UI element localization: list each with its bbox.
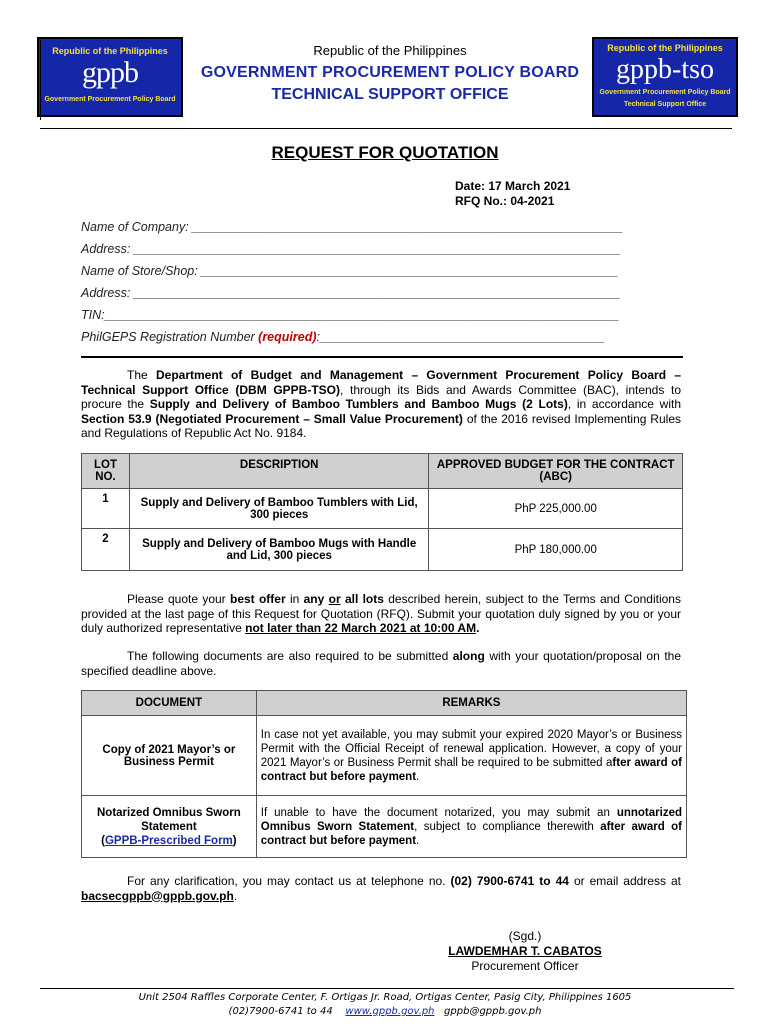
remarks-bold: fter award of contract but before payment (260, 756, 682, 783)
table-row (82, 489, 683, 529)
philgeps-label: PhilGEPS Registration Number (81, 330, 259, 344)
contact-phone: (02) 7900-6741 to 44 (450, 874, 569, 888)
quote-text: described herein, subject to the Terms and Conditions provided at the last page of this Request for Quotation (RFQ). Submit your quotation duly signed by you or your duly authorized representative (81, 592, 681, 635)
field-tin: TIN:__________________________________________________________________________ (81, 308, 620, 322)
lots-header-description: DESCRIPTION (129, 454, 428, 489)
logo-left-bottom-text: Government Procurement Policy Board (44, 96, 176, 103)
intro-text: , through its Bids and Awards Committee (BAC), intends to procure the (81, 382, 681, 411)
lot-abc: PhP 180,000.00 (429, 529, 683, 571)
remarks-text: In case not yet available, you may submit your expired 2020 Mayor’s or Business Permit with the Official Receipt of renewal application. However, a copy of your 2021 Mayor’s or Business Permit shall be required to be submitted a (260, 728, 682, 769)
lots-table (81, 453, 683, 571)
contact-text: . (233, 888, 238, 903)
document-paren: ( (101, 834, 105, 847)
table-row (82, 796, 687, 858)
footer-email: gppb@gppb.gov.ph (444, 1006, 542, 1017)
lots-header-lot: LOT NO. (82, 454, 130, 489)
lot-abc: PhP 225,000.00 (429, 489, 683, 529)
lot-number: 2 (82, 529, 130, 571)
document-name (82, 796, 257, 858)
logo-right-bottom-text-2: Technical Support Office (623, 101, 707, 108)
signatory-name: LAWDEMHAR T. CABATOS (448, 944, 602, 958)
footer-website-link[interactable]: www.gppb.gov.ph (345, 1006, 435, 1017)
contact-email-link[interactable]: bacsecgppb@gppb.gov.ph (81, 888, 234, 903)
docs-header-remarks: REMARKS (256, 691, 686, 716)
rfq-number: RFQ No.: 04-2021 (455, 194, 555, 208)
docs-text: The following documents are also required to be submitted (127, 649, 453, 663)
footer-phone: (02)7900-6741 to 44 (228, 1006, 333, 1017)
table-row (82, 716, 687, 796)
quote-bold: or (328, 592, 341, 606)
header-agency: GOVERNMENT PROCUREMENT POLICY BOARD (200, 64, 580, 81)
intro-text: of the 2016 revised Implementing Rules and Regulations of Republic Act No. 9184. (81, 411, 681, 440)
intro-paragraph (81, 368, 681, 441)
remarks-text: , subject to compliance therewith (414, 820, 601, 833)
header-left-divider (40, 40, 41, 120)
lot-description: Supply and Delivery of Bamboo Mugs with Handle and Lid, 300 pieces (129, 529, 428, 571)
table-row (82, 529, 683, 571)
quote-text: . (476, 621, 480, 635)
page-title: REQUEST FOR QUOTATION (271, 143, 499, 162)
document-remarks (256, 796, 686, 858)
document-name: Copy of 2021 Mayor’s or Business Permit (82, 716, 257, 796)
quote-paragraph (81, 592, 681, 636)
remarks-text: . (416, 770, 420, 783)
footer-contacts (0, 1006, 770, 1017)
signatory-position: Procurement Officer (471, 959, 579, 973)
docs-bold: along (452, 649, 485, 663)
date-line: Date: 17 March 2021 (455, 179, 571, 193)
field-philgeps (81, 326, 623, 348)
document-remarks (256, 716, 686, 796)
contact-paragraph (81, 874, 681, 903)
footer-rule (40, 988, 734, 989)
docs-header-document: DOCUMENT (82, 691, 257, 716)
quote-text: Please quote your (127, 592, 230, 606)
field-address-2: Address: ______________________________________________________________________ (81, 286, 621, 300)
signature-block (380, 929, 670, 974)
quote-text: in (285, 592, 304, 606)
lots-header-abc: APPROVED BUDGET FOR THE CONTRACT (ABC) (429, 454, 683, 489)
philgeps-line: :_________________________________________ (316, 330, 606, 344)
remarks-text: If unable to have the document notarized, you may submit an (260, 806, 617, 819)
docs-text: with your quotation/proposal on the specified deadline above. (81, 649, 682, 678)
logo-right-main-text: gppb-tso (616, 54, 714, 85)
field-address: Address: ______________________________________________________________________ (81, 242, 621, 256)
documents-paragraph (81, 649, 681, 678)
header-republic: Republic of the Philippines (313, 43, 467, 58)
remarks-bold: after award of contract but before payment (260, 820, 682, 847)
signature-sgd: (Sgd.) (508, 929, 542, 943)
header-rule (40, 128, 732, 129)
lot-description: Supply and Delivery of Bamboo Tumblers with Lid, 300 pieces (129, 489, 428, 529)
section-rule (81, 356, 683, 358)
field-store-name: Name of Store/Shop: ____________________________________________________________ (81, 264, 619, 278)
logo-right-top-text: Republic of the Philippines (607, 43, 723, 53)
intro-text: , in accordance with (567, 397, 681, 411)
contact-text: For any clarification, you may contact us at telephone no. (127, 874, 451, 888)
header-office: TECHNICAL SUPPORT OFFICE (271, 86, 509, 103)
intro-text: The (127, 368, 156, 382)
lot-number: 1 (82, 489, 130, 529)
gppb-tso-logo (592, 37, 738, 117)
remarks-text: . (416, 834, 420, 847)
quote-bold: any (303, 592, 325, 606)
logo-left-main-text: gppb (82, 56, 138, 89)
quote-deadline: not later than 22 March 2021 at 10:00 AM (245, 621, 477, 635)
documents-table (81, 690, 687, 858)
document-name-text: Notarized Omnibus Sworn Statement (97, 806, 241, 833)
intro-section: Section 53.9 (Negotiated Procurement – Small Value Procurement) (81, 411, 463, 426)
intro-project: Supply and Delivery of Bamboo Tumblers and Bamboo Mugs (2 Lots) (149, 397, 568, 411)
prescribed-form-link[interactable]: GPPB-Prescribed Form (104, 834, 233, 847)
date-block (455, 179, 570, 209)
contact-text: or email address at (568, 874, 681, 888)
quote-bold: best offer (230, 592, 286, 606)
gppb-logo (37, 37, 183, 117)
logo-left-top-text: Republic of the Philippines (52, 46, 168, 56)
remarks-bold: unnotarized Omnibus Sworn Statement (260, 806, 682, 833)
quote-bold: all lots (344, 592, 384, 606)
philgeps-required: (required) (258, 330, 317, 344)
logo-right-bottom-text-1: Government Procurement Policy Board (599, 89, 731, 96)
footer-address: Unit 2504 Raffles Corporate Center, F. Ortigas Jr. Road, Ortigas Center, Pasig City, Philippines 1605 (138, 992, 632, 1003)
field-company-name: Name of Company: ______________________________________________________________ (81, 220, 624, 234)
document-paren: ) (232, 834, 237, 847)
intro-agency: Department of Budget and Management – Government Procurement Policy Board – Technical Support Office (DBM GPPB-TSO) (81, 368, 681, 397)
supplier-fields (81, 216, 623, 348)
